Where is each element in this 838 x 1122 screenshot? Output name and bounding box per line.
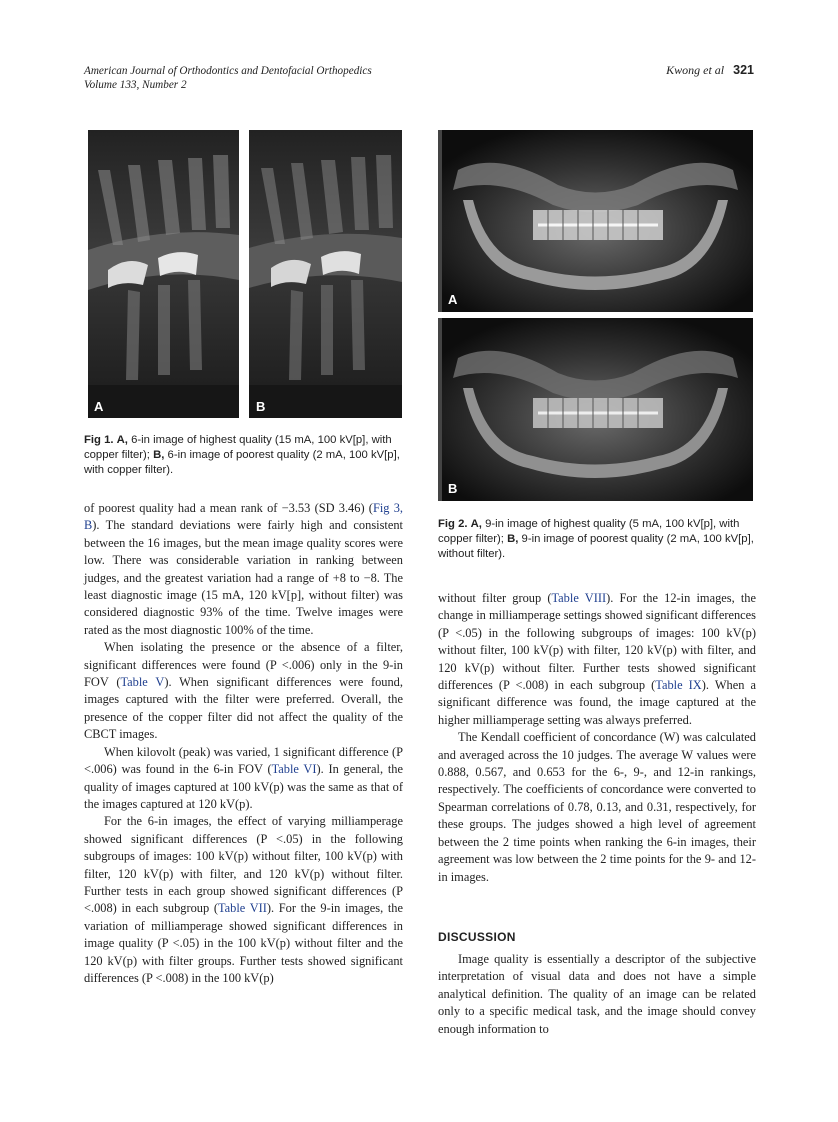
left-column-body <box>84 500 403 987</box>
figure1-caption-b-marker: B, <box>153 449 165 461</box>
discussion-body <box>438 951 756 1038</box>
figure1-caption-a-text: 6-in image of highest quality (15 mA, 100 kV[p], with copper filter); <box>84 434 392 461</box>
figure2-caption-a-text: 9-in image of highest quality (5 mA, 100 kV[p], with copper filter); <box>438 518 740 545</box>
figure1-panel-b-image <box>249 130 402 418</box>
body-paragraph: Image quality is essentially a descriptor of the subjective interpretation of visual data and does not have a simple analytical definition. The quality of an image can be related only to a specific medical task, and the image should convey enough information to <box>438 952 756 1036</box>
running-header-right <box>666 63 754 78</box>
figure1-label-b: B <box>256 399 266 414</box>
body-paragraph: The Kendall coefficient of concordance (W) was calculated and averaged across the 10 judges. The average W values were 0.888, 0.567, and 0.653 for the 6-, 9-, and 12-in rankings, respectively. The coefficients of concordance were converted to Spearman correlations of 0.78, 0.13, and 0.31, respectively, for these groups. The judges showed a high level of agreement between the 2 time points when ranking the 6-in images, their agreement was low between the 2 time points for the 9- and 12-in images. <box>438 730 756 884</box>
figure1-caption-b-text: 6-in image of poorest quality (2 mA, 100 kV[p], with copper filter). <box>84 449 400 476</box>
figure2-caption-b-marker: B, <box>507 533 519 545</box>
text-run: of poorest quality had a mean rank of −3.53 (SD 3.46) ( <box>84 501 373 515</box>
figure2-panel-b-image <box>438 318 753 501</box>
table-reference-link[interactable]: Table V <box>120 675 165 690</box>
journal-volume: Volume 133, Number 2 <box>84 79 187 91</box>
figure-reference-link[interactable]: Fig 3, B <box>84 501 403 533</box>
table-reference-link[interactable]: Table VII <box>217 901 267 916</box>
figure2-panel-a-image <box>438 130 753 312</box>
text-run: When kilovolt (peak) was varied, 1 significant difference (P <.006) was found in the 6-in FOV ( <box>84 744 403 777</box>
table-reference-link[interactable]: Table IX <box>655 678 702 693</box>
section-heading-discussion: DISCUSSION <box>438 930 516 944</box>
text-run: ). The standard deviations were fairly high and consistent between the 16 images, but the mean image quality scores were low. There was considerable variation in ranking between judges, and the greatest variation had a range of +8 to −8. The least diagnostic image (15 mA, 120 kV[p], without filter) was considered diagnostic 93% of the time. Twelve images were rated as the most diagnostic 100% of the time. <box>84 518 403 637</box>
body-paragraph <box>84 744 403 814</box>
figure1-caption-number: Fig 1. <box>84 434 114 446</box>
figure1-caption <box>84 433 404 478</box>
running-authors: Kwong et al <box>666 63 725 77</box>
figure1-caption-a-marker: A, <box>116 434 128 446</box>
text-run: ). When a significant difference was found, the image captured at the higher milliamperage setting was always preferred. <box>438 678 757 727</box>
journal-title: American Journal of Orthodontics and Dentofacial Orthopedics <box>84 65 372 77</box>
page-number: 321 <box>733 63 754 77</box>
figure2-caption <box>438 517 756 562</box>
figure2-label-b: B <box>448 481 458 496</box>
text-run: ). For the 12-in images, the change in milliamperage settings showed significant differences (P <.05) in the following subgroups of images: 100 kV(p) without filter, 100 kV(p) with filter, 120 kV(p) with filter, and 120 kV(p) without filter. Further tests showed significant differences (P <.008) in each subgroup ( <box>438 591 756 693</box>
figure2-label-a: A <box>448 292 458 307</box>
figure1-panel-a-image <box>88 130 239 418</box>
text-run: For the 6-in images, the effect of varying milliamperage showed significant differences (P <.05) in the following subgroups of images: 100 kV(p) without filter, 100 kV(p) with filter, 120 kV(p) with filter, and 120 kV(p) without filter. Further tests in each group showed significant differences (P <.008) in each subgroup ( <box>84 814 403 916</box>
body-paragraph <box>84 813 403 987</box>
table-reference-link[interactable]: Table VIII <box>551 591 607 605</box>
running-header-journal <box>84 64 372 92</box>
body-paragraph <box>438 590 756 729</box>
body-paragraph <box>84 639 403 743</box>
text-run: ). When significant differences were found, images captured with the filter were preferred. Overall, the presence of the copper filter did not affect the quality of the CBCT images. <box>84 675 403 742</box>
text-run: without filter group ( <box>438 591 552 605</box>
text-run: ). For the 9-in images, the variation of milliamperage showed significant differences in image quality (P <.05) in the 100 kV(p) without filter and the 120 kV(p) with filter groups. Further tests showed significant differences (P <.008) in the 100 kV(p) <box>84 901 403 985</box>
figure2-caption-b-text: 9-in image of poorest quality (2 mA, 100 kV[p], without filter). <box>438 533 754 560</box>
figure1-label-a: A <box>94 399 104 414</box>
figure2-caption-number: Fig 2. <box>438 518 468 530</box>
body-paragraph <box>84 500 403 639</box>
figure2-caption-a-marker: A, <box>470 518 482 530</box>
table-reference-link[interactable]: Table VI <box>271 762 317 777</box>
right-column-body <box>438 590 756 886</box>
text-run: When isolating the presence or the absence of a filter, significant differences were found (P <.006) only in the 9-in FOV ( <box>84 640 403 690</box>
text-run: ). In general, the quality of images captured at 100 kV(p) was the same as that of the images captured at 120 kV(p). <box>84 762 403 811</box>
